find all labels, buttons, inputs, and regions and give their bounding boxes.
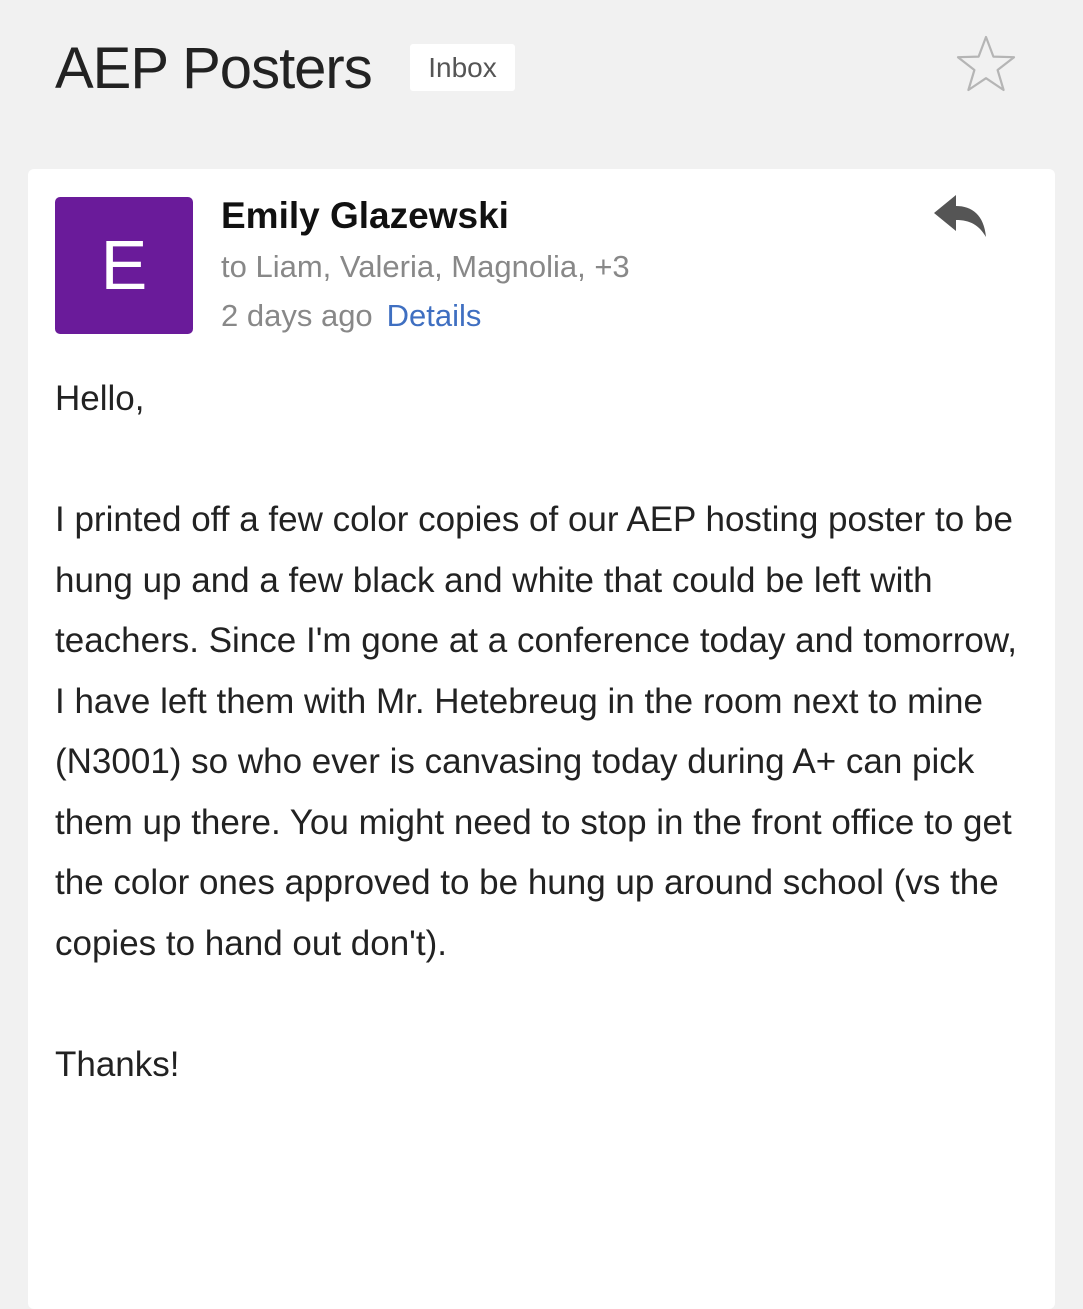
body-greeting: Hello, bbox=[55, 379, 145, 418]
reply-icon[interactable] bbox=[932, 193, 988, 239]
message-body bbox=[55, 369, 1025, 1095]
recipients-line[interactable]: to Liam, Valeria, Magnolia, +3 bbox=[221, 249, 630, 284]
message-date: 2 days ago bbox=[221, 298, 373, 333]
star-icon[interactable] bbox=[955, 34, 1017, 94]
details-link[interactable]: Details bbox=[386, 298, 482, 333]
message-card bbox=[28, 169, 1055, 1309]
email-subject: AEP Posters bbox=[55, 36, 372, 101]
subject-bar bbox=[0, 0, 1083, 150]
body-paragraph: I printed off a few color copies of our AEP hosting poster to be hung up and a few black and white that could be left with teachers. Since I'm gone at a conference today and tomorrow, I have left them with Mr. Hetebreug in the room next to mine (N3001) so who ever is canvasing today during A+ can pick them up there. You might need to stop in the front office to get the color ones approved to be hung up around school (vs the copies to hand out don't). bbox=[55, 500, 1017, 963]
sender-name[interactable]: Emily Glazewski bbox=[221, 195, 509, 236]
inbox-label-chip[interactable]: Inbox bbox=[410, 44, 515, 91]
body-closing: Thanks! bbox=[55, 1044, 180, 1084]
message-meta bbox=[221, 295, 481, 337]
avatar[interactable]: E bbox=[55, 197, 193, 334]
